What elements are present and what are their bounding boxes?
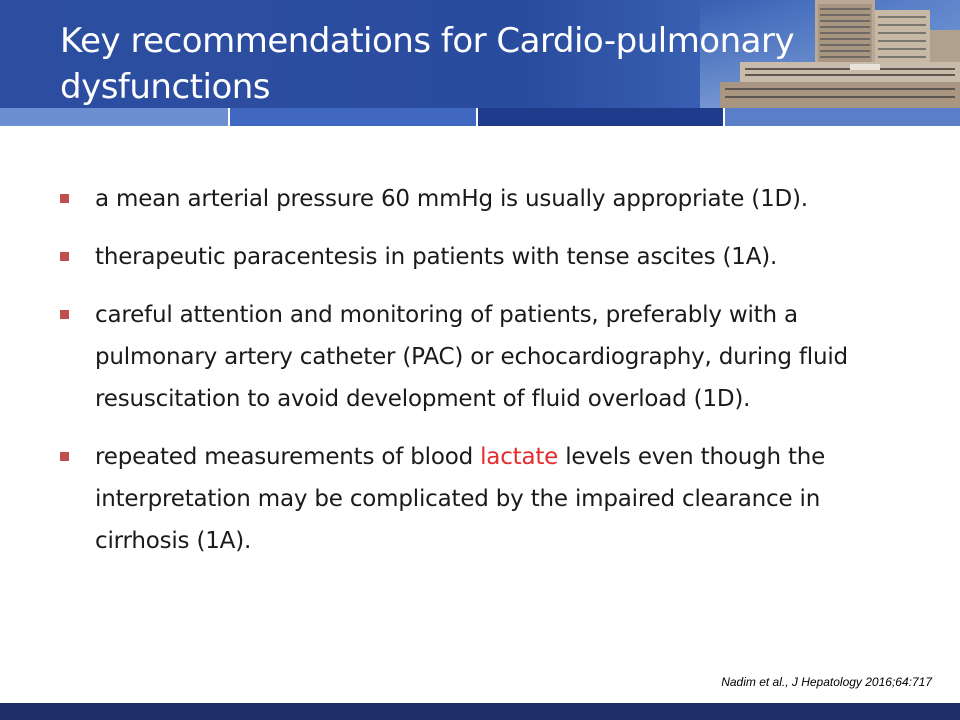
bullet-list [60,178,920,578]
bullet-text-start: repeated measurements of blood [95,444,481,470]
bullet-item [60,294,920,420]
header-stripes [0,108,960,126]
square-bullet-icon [60,310,69,319]
citation: Nadim et al., J Hepatology 2016;64:717 [721,675,932,689]
bullet-item [60,436,920,562]
square-bullet-icon [60,452,69,461]
stripe-segment [230,108,478,126]
bullet-text [95,436,920,562]
square-bullet-icon [60,252,69,261]
footer-bar [0,703,960,720]
stripe-segment [478,108,725,126]
bullet-item [60,236,920,278]
stripe-segment [725,108,960,126]
slide-header [0,0,960,108]
square-bullet-icon [60,194,69,203]
bullet-text: careful attention and monitoring of patients, preferably with a pulmonary artery catheter (PAC) or echocardiography, during fluid resuscitation to avoid development of fluid overload (1D). [95,302,848,412]
bullet-text-end: levels even though the interpretation may be complicated by the impaired clearance in cirrhosis (1A). [95,444,826,554]
stripe-segment [0,108,230,126]
slide-title: Key recommendations for Cardio-pulmonary dysfunctions [60,21,795,107]
bullet-text: a mean arterial pressure 60 mmHg is usually appropriate (1D). [95,186,808,212]
highlighted-term: lactate [480,444,559,470]
bullet-item [60,178,920,220]
bullet-text: therapeutic paracentesis in patients with tense ascites (1A). [95,244,778,270]
